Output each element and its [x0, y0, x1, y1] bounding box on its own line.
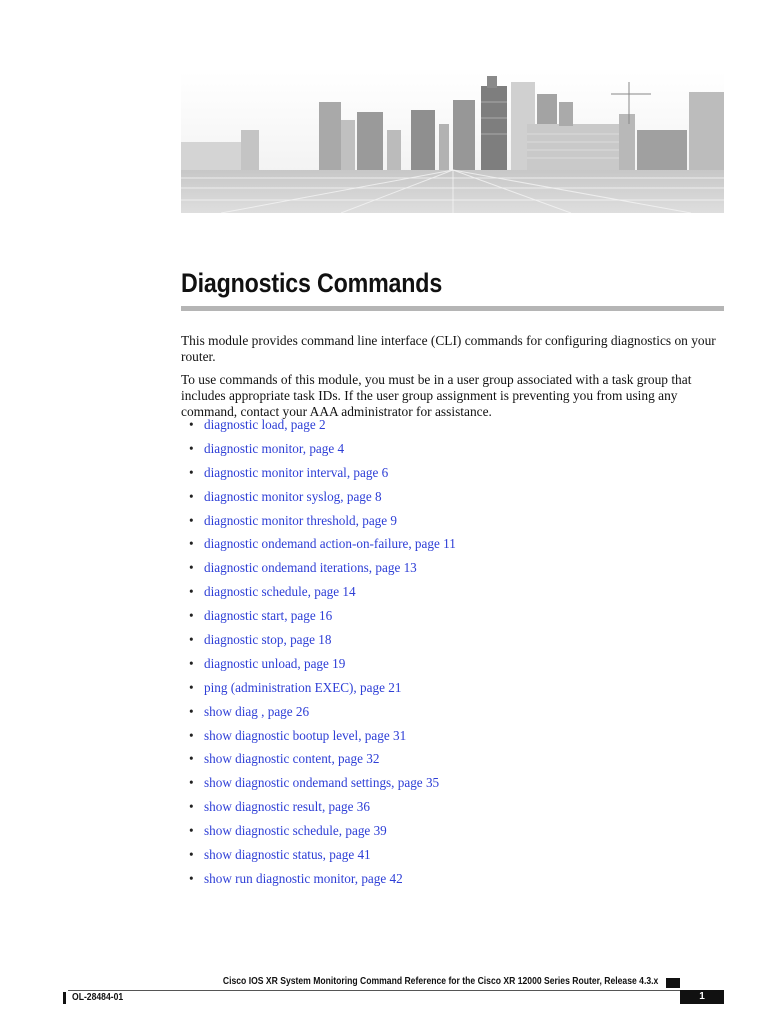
toc-link[interactable]: diagnostic monitor interval, page 6	[204, 464, 389, 480]
list-item	[181, 582, 456, 606]
bullet: •	[189, 464, 194, 480]
toc-link[interactable]: show diag , page 26	[204, 703, 310, 719]
toc-link[interactable]: diagnostic load, page 2	[204, 417, 326, 432]
page-title: Diagnostics Commands	[181, 268, 443, 298]
footer-bar	[63, 992, 66, 1004]
toc-link[interactable]: show diagnostic bootup level, page 31	[204, 727, 407, 743]
toc-link[interactable]: show diagnostic status, page 41	[204, 847, 371, 863]
list-item	[181, 487, 456, 511]
footer-marker	[666, 978, 680, 988]
toc-link[interactable]: show diagnostic result, page 36	[204, 799, 370, 815]
bullet: •	[189, 536, 194, 552]
footer-rule	[68, 990, 724, 991]
bullet: •	[189, 727, 194, 743]
doc-id: OL-28484-01	[72, 992, 124, 1003]
toc-link[interactable]: show diagnostic ondemand settings, page 35	[204, 775, 440, 791]
list-item	[181, 749, 456, 773]
list-item	[181, 630, 456, 654]
list-item	[181, 511, 456, 535]
list-item	[181, 845, 456, 869]
bullet: •	[189, 632, 194, 648]
toc-link[interactable]: ping (administration EXEC), page 21	[204, 679, 402, 695]
page-number: 1	[680, 990, 724, 1004]
header-cityscape-image	[181, 72, 724, 213]
list-item	[181, 702, 456, 726]
list-item	[181, 797, 456, 821]
list-item	[181, 558, 456, 582]
bullet: •	[189, 560, 194, 576]
toc-link[interactable]: diagnostic monitor threshold, page 9	[204, 512, 398, 528]
bullet: •	[189, 679, 194, 695]
bullet: •	[189, 847, 194, 863]
list-item	[181, 726, 456, 750]
list-item	[181, 678, 456, 702]
list-item	[181, 534, 456, 558]
list-item	[181, 773, 456, 797]
toc-link[interactable]: show run diagnostic monitor, page 42	[204, 870, 403, 886]
toc-link[interactable]: show diagnostic schedule, page 39	[204, 823, 387, 839]
list-item	[181, 463, 456, 487]
toc-link[interactable]: diagnostic stop, page 18	[204, 632, 332, 648]
toc-link[interactable]: diagnostic ondemand action-on-failure, page 11	[204, 536, 456, 552]
bullet: •	[189, 823, 194, 839]
footer-book-title: Cisco IOS XR System Monitoring Command Reference for the Cisco XR 12000 Series Router, Release 4.3.x	[222, 976, 658, 987]
toc-link[interactable]: diagnostic start, page 16	[204, 608, 333, 624]
list-item	[181, 439, 456, 463]
toc-link[interactable]: diagnostic ondemand iterations, page 13	[204, 560, 417, 576]
command-list	[181, 415, 456, 893]
bullet: •	[189, 870, 194, 886]
list-item	[181, 821, 456, 845]
toc-link[interactable]: diagnostic monitor, page 4	[204, 440, 345, 456]
title-rule	[181, 306, 724, 311]
toc-link[interactable]: diagnostic monitor syslog, page 8	[204, 488, 382, 504]
toc-link[interactable]: diagnostic schedule, page 14	[204, 584, 356, 600]
bullet: •	[189, 775, 194, 791]
bullet: •	[189, 799, 194, 815]
intro-paragraph: To use commands of this module, you must be in a user group associated with a task group that includes appropriate task IDs. If the user group assignment is preventing you from using any command, contact your AAA administrator for assistance.	[181, 372, 692, 419]
list-item	[181, 654, 456, 678]
intro-paragraph: This module provides command line interface (CLI) commands for configuring diagnostics on your router.	[181, 333, 716, 364]
toc-link[interactable]: diagnostic unload, page 19	[204, 655, 346, 671]
bullet: •	[189, 512, 194, 528]
intro-text	[181, 333, 726, 427]
list-item	[181, 606, 456, 630]
toc-link[interactable]: show diagnostic content, page 32	[204, 751, 380, 767]
bullet: •	[189, 655, 194, 671]
bullet: •	[189, 440, 194, 456]
bullet: •	[189, 584, 194, 600]
bullet: •	[189, 488, 194, 504]
bullet: •	[189, 608, 194, 624]
list-item	[181, 415, 456, 439]
bullet: •	[189, 703, 194, 719]
bullet: •	[189, 417, 194, 432]
bullet: •	[189, 751, 194, 767]
list-item	[181, 869, 456, 893]
